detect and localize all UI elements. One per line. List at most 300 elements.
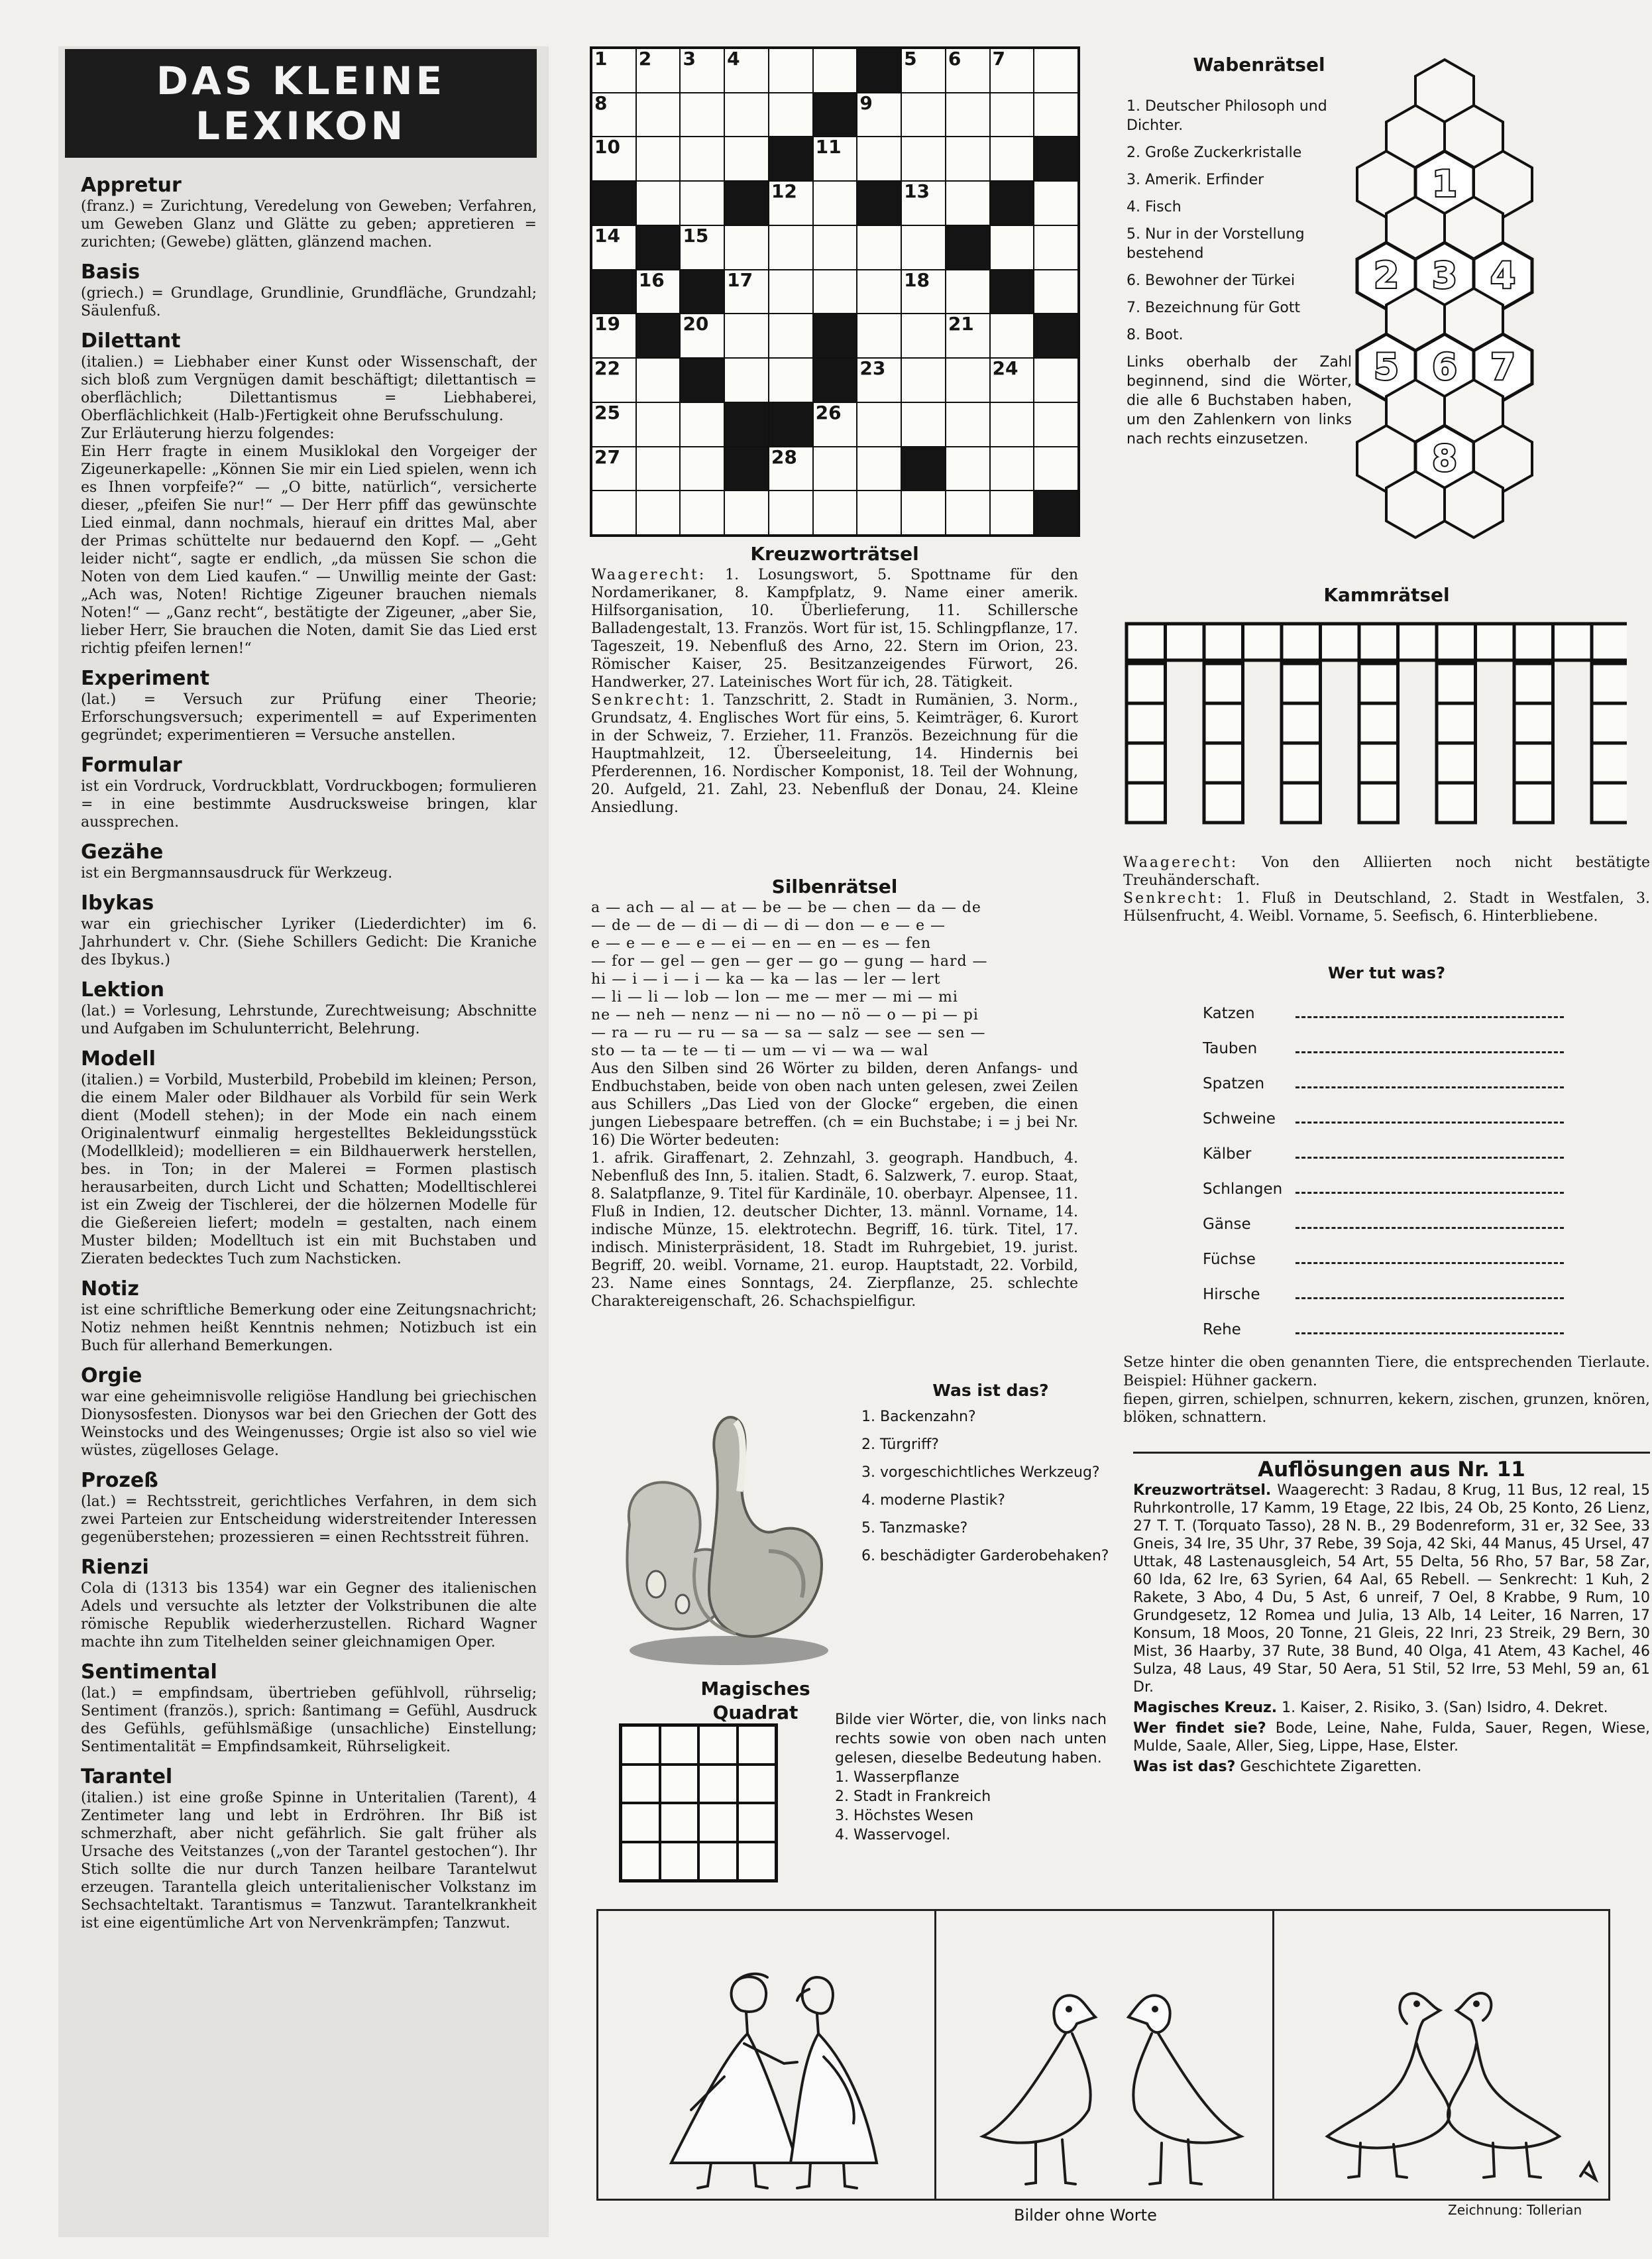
crossword-cell-number: 24 [992, 357, 1019, 380]
crossword-cell-number: 27 [594, 445, 620, 468]
crossword-black-cell [814, 314, 857, 357]
crossword-cell [946, 359, 989, 402]
grid-cell [700, 1804, 736, 1841]
crossword-down-label: Senkrecht: [591, 692, 692, 709]
crossword-cell [592, 491, 635, 534]
crossword-cell [725, 93, 768, 137]
lexikon-entry [81, 1469, 537, 1546]
crossword-cell [991, 226, 1034, 269]
crossword-cell [814, 137, 857, 180]
list-item [1123, 1066, 1650, 1101]
list-item [1123, 1031, 1650, 1066]
crossword-black-cell [857, 182, 901, 225]
crossword-black-cell [1034, 314, 1077, 357]
crossword-cell [592, 93, 635, 137]
crossword-cell [814, 49, 857, 92]
silben-line: hi — i — i — i — ka — ka — las — ler — lert [591, 971, 941, 988]
lexikon-entry [81, 174, 537, 251]
lexikon-entry [81, 261, 537, 320]
kamm-cell [1204, 703, 1243, 743]
crossword-cell-number: 8 [594, 91, 608, 114]
crossword-cell [857, 447, 901, 491]
crossword-black-cell [725, 182, 768, 225]
grid-cell [700, 1727, 736, 1763]
lexikon-entry [81, 840, 537, 882]
list-item: 2. Türgriff? [861, 1436, 939, 1453]
crossword-across-clues [591, 566, 1078, 691]
kamm-cell [1321, 624, 1360, 660]
crossword-cell-number: 3 [683, 48, 696, 70]
silben-syllables [591, 899, 1078, 1060]
waben-hint: Links oberhalb der Zahl beginnend, sind die Wörter, die alle 6 Buchstaben haben, um den Zahlenkern von links nach rechts einzusetzen. [1127, 354, 1352, 447]
list-item [1123, 1277, 1650, 1312]
crossword-cell [946, 491, 989, 534]
sculpture-photo [603, 1405, 855, 1670]
crossword-cell [725, 314, 768, 357]
crossword-cell [681, 314, 724, 357]
answer-line [1295, 1114, 1564, 1124]
crossword-cell [991, 447, 1034, 491]
crossword-cell [592, 137, 635, 180]
crossword-cell-number: 17 [727, 268, 753, 291]
answer-line [1295, 1254, 1564, 1264]
kamm-cell [1359, 783, 1398, 823]
crossword-cell [857, 226, 901, 269]
cartoon-panel-3 [1274, 1911, 1612, 2199]
kamm-cell [1282, 664, 1321, 703]
crossword-cell [1034, 182, 1077, 225]
lexikon-term: Orgie [81, 1364, 142, 1387]
divider [1133, 1452, 1650, 1454]
kamm-cell [1592, 664, 1627, 703]
animal-label: Spatzen [1203, 1074, 1265, 1092]
lexikon-definition: (lat.) = Versuch zur Prüfung einer Theorie; Erforschungsversuch; experimentell = auf Experimenten gegründet; experimentieren = Versuche anstellen. [81, 691, 537, 744]
crossword-cell [946, 314, 989, 357]
crossword-black-cell [725, 447, 768, 491]
list-item [1123, 1242, 1650, 1277]
cartoon-geese-illustration [1274, 1911, 1609, 2199]
honeycomb-number: 2 [1374, 255, 1399, 296]
kamm-cell [1127, 703, 1166, 743]
honeycomb-number: 1 [1432, 163, 1457, 205]
grid-cell [739, 1766, 775, 1802]
lexikon-definition: (italien.) = Vorbild, Musterbild, Probebild im kleinen; Person, die einem Maler oder Bildhauer als Vorbild für sein Werk dient (Modell stehen); in der Mode ein nach einem Originalentwurf einmalig hergestelltes Bekleidungsstück (Modellkleid); modellieren = ein Bildhauerwerk herstellen, bes. in Ton; in der Malerei = Formen plastisch herausarbeiten, durch Licht und Schatten; Modelltischlerei ist ein Zweig der Tischlerei, der die hölzernen Modelle für die Gießereien liefert; modeln = gestalten, nach einem Muster bilden; Modelltuch ist ein mit Buchstaben und Zieraten bedecktes Tuch zum Nachsticken. [81, 1072, 537, 1267]
kamm-cell [1592, 783, 1627, 823]
magisches-quadrat-text [835, 1710, 1107, 1845]
list-item: 2. Stadt in Frankreich [835, 1788, 991, 1805]
lexikon-definition: (lat.) = Rechtsstreit, gerichtliches Verfahren, in dem sich zwei Parteien zur Entscheidung widerstreitender Interessen gegenüberstehen; prozessieren = einen Rechtsstreit führen. [81, 1493, 537, 1546]
lexikon-definition: war eine geheimnisvolle religiöse Handlung bei griechischen Dionysosfesten. Dionysos war bei den Griechen der Gott des Weinstocks und des Weingenusses; Orgie ist also so viel wie wüstes, zügelloses Gelage. [81, 1389, 537, 1459]
crossword-cell [946, 137, 989, 180]
crossword-cell [637, 403, 680, 446]
crossword-cell-number: 28 [771, 445, 797, 468]
honeycomb-number: 7 [1490, 346, 1515, 388]
lexikon-definition: (franz.) = Zurichtung, Veredelung von Geweben; Verfahren, um Geweben Glanz und Glätte zu geben; appretieren = zurichten; (Gewebe) glätten, glänzend machen. [81, 198, 537, 251]
aufloesungen-title: Auflösungen aus Nr. 11 [1258, 1458, 1525, 1481]
lexikon-entry [81, 329, 537, 658]
crossword-black-cell [1034, 491, 1077, 534]
crossword-cell-number: 26 [815, 401, 842, 424]
wer-tut-was-title: Wer tut was? [1327, 964, 1446, 982]
list-item: 4. Fisch [1127, 199, 1182, 215]
grid-cell [700, 1843, 736, 1880]
lexikon-term: Appretur [81, 174, 182, 197]
crossword-cell [991, 137, 1034, 180]
list-item: 3. Amerik. Erfinder [1127, 172, 1264, 188]
crossword-cell [814, 226, 857, 269]
kamm-cell [1359, 624, 1398, 660]
crossword-cell-number: 22 [594, 357, 620, 380]
crossword-cell [769, 447, 812, 491]
honeycomb-number: 4 [1490, 255, 1515, 296]
crossword-cell [592, 403, 635, 446]
list-item: 8. Boot. [1127, 327, 1184, 343]
crossword-across-label: Waagerecht: [591, 567, 706, 583]
lexikon-entry [81, 1364, 537, 1460]
kamm-cell [1437, 783, 1476, 823]
crossword-cell [946, 447, 989, 491]
crossword-cell-number: 11 [815, 136, 842, 158]
lexikon-entries [58, 174, 549, 1932]
kamm-cell [1437, 703, 1476, 743]
lexikon-term: Rienzi [81, 1556, 149, 1579]
crossword-cell [902, 49, 945, 92]
crossword-cell [857, 359, 901, 402]
crossword-cell [814, 403, 857, 446]
crossword-cell [725, 491, 768, 534]
lexikon-definition: (lat.) = empfindsam, übertrieben gefühlvoll, rührselig; Sentiment (französ.), sprich: ßantimang = Gefühl, Ausdruck des Gefühls, gefühlsmäßige (unsachliche) Einstellung; Sentimentalität = Empfindsamkeit, Rührseligkeit. [81, 1685, 537, 1755]
crossword-cell [681, 447, 724, 491]
silben-section [591, 875, 1078, 1310]
crossword-cell [1034, 403, 1077, 446]
crossword-cell [902, 182, 945, 225]
crossword-black-cell [592, 182, 635, 225]
crossword-cell [637, 137, 680, 180]
crossword-cell [1034, 359, 1077, 402]
answer-line [1295, 1078, 1564, 1088]
lexikon-term: Gezähe [81, 840, 164, 864]
cartoon-panel-1 [598, 1911, 936, 2199]
kamm-cell [1282, 743, 1321, 783]
list-item: 1. Backenzahn? [861, 1409, 976, 1425]
animal-label: Rehe [1203, 1320, 1241, 1338]
kamm-cell [1166, 624, 1205, 660]
grid-cell [739, 1727, 775, 1763]
silben-line: — li — li — lob — lon — me — mer — mi — mi [591, 989, 958, 1006]
crossword-cell [725, 270, 768, 314]
crossword-cell [769, 182, 812, 225]
crossword-cell [1034, 49, 1077, 92]
crossword-cell [902, 137, 945, 180]
crossword-cell [902, 93, 945, 137]
crossword-cell-number: 6 [948, 48, 962, 70]
silben-line: — ra — ru — ru — sa — sa — salz — see — sen — [591, 1025, 986, 1041]
crossword-black-cell [637, 314, 680, 357]
wer-tut-was-sounds: fiepen, girren, schielpen, schnurren, kekern, zischen, grunzen, knören, blöken, schnattern. [1123, 1391, 1650, 1426]
lexikon-term: Ibykas [81, 892, 154, 915]
solution-wer [1133, 1719, 1650, 1755]
silben-line: sto — ta — te — ti — um — vi — wa — wal [591, 1043, 929, 1059]
list-item [1123, 1136, 1650, 1171]
answer-line [1295, 1149, 1564, 1159]
kamm-cell [1514, 703, 1553, 743]
crossword-cell [592, 359, 635, 402]
solution-label: Wer findet sie? [1133, 1720, 1266, 1737]
crossword-cell [769, 226, 812, 269]
grid-cell [739, 1843, 775, 1880]
crossword-cell [946, 93, 989, 137]
crossword-cell [991, 403, 1034, 446]
grid-cell [661, 1766, 698, 1802]
animal-label: Schlangen [1203, 1180, 1283, 1198]
crossword-cell [902, 226, 945, 269]
lexikon-entry [81, 667, 537, 744]
crossword-cell-number: 1 [594, 48, 608, 70]
grid-cell [622, 1804, 659, 1841]
crossword-cell [991, 491, 1034, 534]
list-item: 5. Tanzmaske? [861, 1520, 968, 1536]
lexikon-definition: ist ein Bergmannsausdruck für Werkzeug. [81, 865, 393, 882]
crossword-section [591, 542, 1078, 817]
silben-line: — de — de — di — di — di — don — e — e — [591, 917, 946, 934]
crossword-cell [769, 270, 812, 314]
wer-tut-was-instruction: Setze hinter die oben genannten Tiere, die entsprechenden Tierlaute. Beispiel: Hühner gackern. [1123, 1354, 1650, 1389]
crossword-black-cell [814, 359, 857, 402]
crossword-cell [681, 491, 724, 534]
kamm-cell [1514, 664, 1553, 703]
kamm-clues [1123, 854, 1650, 925]
kamm-cell [1282, 783, 1321, 823]
crossword-cell [1034, 226, 1077, 269]
crossword-cell [681, 403, 724, 446]
crossword-black-cell [991, 182, 1034, 225]
solution-label: Was ist das? [1133, 1759, 1236, 1775]
was-ist-das-section [603, 1379, 1127, 1670]
crossword-cell [637, 93, 680, 137]
animal-label: Füchse [1203, 1250, 1256, 1268]
lexikon-term: Prozeß [81, 1469, 158, 1492]
kamm-title: Kammrätsel [1323, 584, 1450, 606]
kamm-across-label: Waagerecht: [1123, 854, 1239, 871]
crossword-cell [681, 226, 724, 269]
magisches-quadrat-title: Magisches Quadrat [700, 1678, 810, 1723]
crossword-down-clues [591, 691, 1078, 817]
silben-clues: 1. afrik. Giraffenart, 2. Zehnzahl, 3. geograph. Handbuch, 4. Nebenfluß des Inn, 5. italien. Stadt, 6. Salzwerk, 7. europ. Staat, 8. Salatpflanze, 9. Titel für Kardinäle, 10. oberbayr. Alpensee, 11. Fluß in Indien, 12. deutscher Dichter, 13. männl. Vorname, 14. indische Münze, 15. elektrotechn. Begriff, 16. türk. Titel, 17. indisch. Ministerpräsident, 18. Stadt im Ruhrgebiet, 19. jurist. Begriff, 20. weibl. Vorname, 21. europ. Hauptstadt, 22. Vorbild, 23. Name eines Sonntags, 24. Zierpflanze, 25. schlechte Charaktereigenschaft, 26. Schachspielfigur. [591, 1150, 1078, 1310]
magisches-quadrat-intro: Bilde vier Wörter, die, von links nach rechts sowie von oben nach unten gelesen, dieselbe Bedeutung haben. [835, 1711, 1107, 1767]
lexikon-definition: (italien.) ist eine große Spinne in Unteritalien (Tarent), 4 Zentimeter lang und lebt in Erdröhren. Ihr Biß ist schmerzhaft, aber nicht gefährlich. Sie galt früher als Ursache des Veitstanzes („von der Tarantel gestochen“). Ihr Stich sollte die nur durch Tanzen heilbare Tarantelwut erzeugen. Tarantella gleich unteritalienischer Volkstanz im Sechsachteltakt. Tarantismus = Tanzwut. Tarantelkrankheit ist eine eigentümliche Art von Nervenkrämpfen; Tanzwut. [81, 1790, 537, 1932]
crossword-cell [946, 182, 989, 225]
kamm-section [1123, 583, 1650, 925]
crossword-black-cell [592, 270, 635, 314]
kamm-cell [1437, 743, 1476, 783]
crossword-cell-number: 4 [727, 48, 740, 70]
crossword-black-cell [1034, 137, 1077, 180]
crossword-cell [857, 491, 901, 534]
grid-cell [661, 1727, 698, 1763]
wer-tut-was-list [1123, 996, 1650, 1347]
crossword-cell [725, 226, 768, 269]
list-item: 5. Nur in der Vorstellung bestehend [1127, 226, 1305, 262]
kamm-cell [1127, 624, 1166, 660]
cartoon-strip [596, 1909, 1610, 2201]
kamm-cell [1592, 624, 1627, 660]
crossword-cell-number: 18 [904, 268, 930, 291]
crossword-cell [902, 270, 945, 314]
crossword-cell-number: 2 [638, 48, 652, 70]
crossword-down-text: 1. Tanzschritt, 2. Stadt in Rumänien, 3. Norm., Grundsatz, 4. Englisches Wort für eins, 5. Keimträger, 6. Kurort in der Schweiz, 7. Erzieher, 11. Französ. Bezeichnung für die Hauptmahlzeit, 12. Überseeleitung, 14. Hindernis bei Pferderennen, 16. Nordischer Komponist, 18. Teil der Wohnung, 20. Aufgeld, 21. Zahl, 23. Nebenfluß der Donau, 24. Kleine Ansiedlung. [591, 692, 1078, 816]
crossword-cell [814, 270, 857, 314]
lexikon-definition: ist eine schriftliche Bemerkung oder eine Zeitungsnachricht; Notiz nehmen heißt Kenntnis nehmen; Notizbuch ist ein Buch für allerhand Bemerkungen. [81, 1302, 537, 1354]
kamm-across [1123, 854, 1650, 890]
crossword-cell [769, 491, 812, 534]
lexikon-entry [81, 754, 537, 831]
silben-line: a — ach — al — at — be — be — chen — da — de [591, 899, 981, 916]
kamm-cell [1127, 743, 1166, 783]
crossword-cell [637, 49, 680, 92]
kamm-cell [1476, 624, 1515, 660]
silben-intro: Aus den Silben sind 26 Wörter zu bilden, deren Anfangs- und Endbuchstaben, beide von oben nach unten gelesen, zwei Zeilen aus Schillers „Das Lied von der Glocke“ ergeben, die einen jungen Liebespaare betreffen. (ch = ein Buchstabe; i = j bei Nr. 16) Die Wörter bedeuten: [591, 1061, 1078, 1149]
crossword-cell [946, 270, 989, 314]
lexikon-entry [81, 1556, 537, 1651]
lexikon-entry [81, 892, 537, 969]
crossword-cell [902, 314, 945, 357]
lexikon-entry [81, 1047, 537, 1268]
grid-cell [661, 1804, 698, 1841]
list-item: 4. moderne Plastik? [861, 1492, 1005, 1509]
kamm-cell [1204, 783, 1243, 823]
crossword-cell [769, 93, 812, 137]
lexikon-term: Notiz [81, 1277, 139, 1301]
crossword-cell [725, 49, 768, 92]
kamm-cell [1282, 703, 1321, 743]
crossword-cell [902, 359, 945, 402]
kamm-down [1123, 890, 1650, 925]
kamm-cell [1204, 664, 1243, 703]
kamm-cell [1127, 664, 1166, 703]
crossword-cell [946, 403, 989, 446]
crossword-cell [991, 49, 1034, 92]
crossword-cell-number: 19 [594, 313, 620, 335]
list-item [1123, 1312, 1650, 1347]
honeycomb-grid [1352, 46, 1551, 563]
crossword-cell-number: 25 [594, 401, 620, 424]
answer-line [1295, 1289, 1564, 1299]
solution-text: 1. Kaiser, 2. Risiko, 3. (San) Isidro, 4. Dekret. [1282, 1700, 1608, 1716]
kamm-cell [1243, 624, 1282, 660]
animal-label: Tauben [1203, 1039, 1258, 1057]
solution-kreuz [1133, 1481, 1650, 1696]
crossword-cell [637, 447, 680, 491]
lexikon-term: Formular [81, 754, 182, 777]
lexikon-term: Lektion [81, 978, 165, 1002]
list-item [1123, 1171, 1650, 1206]
crossword-black-cell [681, 359, 724, 402]
list-item [1123, 1101, 1650, 1136]
crossword-cell [725, 137, 768, 180]
silben-line: ne — neh — nenz — ni — no — nö — o — pi — pi [591, 1007, 979, 1023]
crossword-cell [814, 491, 857, 534]
kamm-grid [1123, 620, 1627, 846]
lexikon-term: Tarantel [81, 1765, 173, 1788]
crossword-cell-number: 21 [948, 313, 974, 335]
crossword-black-cell [725, 403, 768, 446]
waben-clues [1127, 97, 1352, 449]
crossword-cell [681, 93, 724, 137]
kamm-cell [1514, 783, 1553, 823]
kamm-cell [1359, 664, 1398, 703]
crossword-cell [681, 49, 724, 92]
grid-cell [700, 1766, 736, 1802]
crossword-cell-number: 20 [683, 313, 709, 335]
honeycomb-number: 5 [1374, 346, 1399, 388]
animal-label: Schweine [1203, 1110, 1276, 1128]
crossword-cell [857, 137, 901, 180]
was-ist-das-list [861, 1408, 1120, 1566]
list-item: 1. Wasserpflanze [835, 1769, 960, 1786]
list-item [1123, 996, 1650, 1031]
crossword-cell [902, 403, 945, 446]
strip-caption: Bilder ohne Worte [1014, 2206, 1157, 2225]
crossword-cell [592, 226, 635, 269]
lexikon-entry [81, 1277, 537, 1355]
grid-cell [622, 1766, 659, 1802]
lexikon-entry [81, 1660, 537, 1756]
crossword-cell [769, 49, 812, 92]
answer-line [1295, 1324, 1564, 1334]
crossword-title: Kreuzworträtsel [750, 543, 919, 565]
crossword-black-cell [991, 270, 1034, 314]
grid-cell [661, 1843, 698, 1880]
grid-cell [739, 1804, 775, 1841]
list-item: 3. vorgeschichtliches Werkzeug? [861, 1464, 1100, 1481]
crossword-cell [637, 270, 680, 314]
honeycomb-number: 3 [1432, 255, 1457, 296]
crossword-black-cell [814, 93, 857, 137]
crossword-cell-number: 12 [771, 180, 797, 203]
solution-text: Bode, Leine, Nahe, Fulda, Sauer, Regen, Wiese, Mulde, Saale, Aller, Sieg, Lippe, Hase, Elster. [1133, 1720, 1651, 1755]
crossword-cell-number: 13 [904, 180, 930, 203]
crossword-black-cell [857, 49, 901, 92]
crossword-cell [592, 49, 635, 92]
crossword-black-cell [637, 226, 680, 269]
waben-section [1120, 53, 1650, 570]
lexikon-term: Modell [81, 1047, 156, 1071]
kamm-across-text: Von den Alliierten noch nicht bestätigte Treuhänderschaft. [1123, 854, 1650, 889]
list-item [1123, 1206, 1650, 1242]
list-item: 4. Wasservogel. [835, 1827, 951, 1843]
was-ist-das-options [861, 1379, 1120, 1575]
kamm-cell [1437, 664, 1476, 703]
cartoon-figures-illustration [936, 1911, 1271, 2199]
grid-cell [622, 1843, 659, 1880]
answer-line [1295, 1219, 1564, 1229]
solution-text: Waagerecht: 3 Radau, 8 Krug, 11 Bus, 12 real, 15 Ruhrkontrolle, 17 Kamm, 19 Etage, 22 Ibis, 24 Ob, 25 Konto, 26 Lienz, 27 T. T. (Torquato Tasso), 28 N. B., 29 Bodenreform, 31 er, 32 See, 33 Gneis, 34 Ire, 35 Uhr, 37 Rebe, 39 Soja, 42 Ski, 44 Manus, 45 Ursel, 47 Uttak, 48 Lastenausgleich, 54 Art, 55 Delta, 56 Rho, 57 Bar, 58 Zar, 60 Ida, 62 Ire, 63 Syrien, 64 Aal, 65 Rebell. — Senkrecht: 1 Kuh, 2 Rakete, 3 Abo, 4 Du, 5 Ast, 6 unreif, 7 Oel, 8 Krabbe, 9 Rum, 10 Grundgesetz, 12 Romea und Julia, 13 Alb, 14 Leiter, 16 Narren, 17 Konsum, 18 Moos, 20 Tonne, 21 Gleis, 22 Inri, 23 Streik, 29 Bern, 30 Mist, 36 Haarby, 37 Rute, 38 Bund, 40 Olga, 41 Atem, 43 Kachel, 46 Sulza, 48 Laus, 49 Star, 50 Aera, 51 Stil, 52 Irre, 53 Mehl, 59 an, 61 Dr. [1133, 1482, 1650, 1696]
list-item: 6. beschädigter Garderobehaken? [861, 1548, 1109, 1564]
solution-was [1133, 1758, 1650, 1776]
list-item: 3. Höchstes Wesen [835, 1808, 974, 1824]
lexikon-entry [81, 978, 537, 1038]
crossword-cell-number: 5 [904, 48, 917, 70]
crossword-cell [857, 93, 901, 137]
lexikon-title: DAS KLEINE LEXIKON [65, 49, 537, 158]
crossword-cell [814, 182, 857, 225]
crossword-cell-number: 14 [594, 224, 620, 247]
grid-cell [622, 1727, 659, 1763]
crossword-cell [991, 359, 1034, 402]
crossword-cell [814, 447, 857, 491]
kamm-cell [1592, 703, 1627, 743]
list-item: 1. Deutscher Philosoph und Dichter. [1127, 98, 1327, 134]
